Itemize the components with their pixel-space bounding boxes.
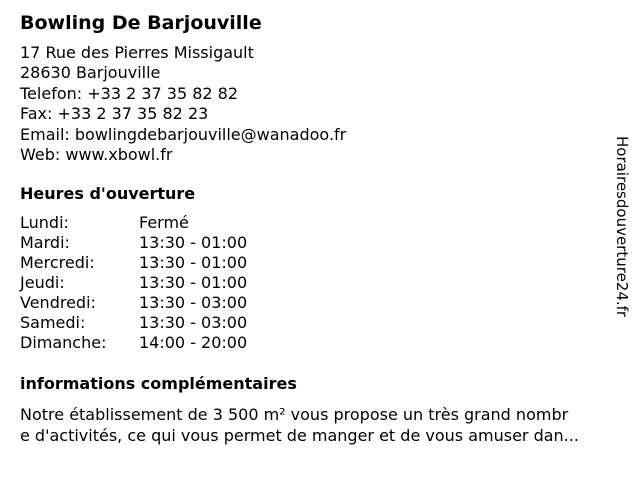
day-label: Samedi: — [20, 313, 86, 332]
day-label: Mercredi: — [20, 253, 95, 272]
contact-block — [20, 43, 600, 165]
hours-row-thursday — [20, 273, 320, 293]
day-label: Jeudi: — [20, 273, 65, 292]
site-watermark: Horairesdouverture24.fr — [613, 136, 631, 318]
day-hours: 13:30 - 03:00 — [139, 293, 248, 312]
hours-row-friday — [20, 293, 320, 313]
description-line-1: Notre établissement de 3 500 m² vous propose un très grand nombr — [20, 405, 569, 424]
day-label: Mardi: — [20, 233, 70, 252]
additional-info-heading: informations complémentaires — [20, 374, 297, 393]
day-hours: 13:30 - 01:00 — [139, 273, 248, 292]
day-label: Lundi: — [20, 213, 69, 232]
hours-row-tuesday — [20, 233, 320, 253]
website: Web: www.xbowl.fr — [20, 145, 173, 165]
address-line-2: 28630 Barjouville — [20, 63, 161, 83]
hours-row-sunday — [20, 333, 320, 353]
business-name: Bowling De Barjouville — [20, 12, 262, 34]
opening-hours-table — [20, 213, 320, 353]
hours-row-saturday — [20, 313, 320, 333]
hours-row-wednesday — [20, 253, 320, 273]
opening-hours-heading: Heures d'ouverture — [20, 184, 196, 203]
description-line-2: e d'activités, ce qui vous permet de manger et de vous amuser dan... — [20, 426, 579, 445]
hours-row-monday — [20, 213, 320, 233]
description-text — [20, 404, 630, 446]
email-address: Email: bowlingdebarjouville@wanadoo.fr — [20, 124, 347, 144]
day-hours: 13:30 - 01:00 — [139, 253, 248, 272]
fax-number: Fax: +33 2 37 35 82 23 — [20, 104, 209, 124]
address-line-1: 17 Rue des Pierres Missigault — [20, 43, 254, 62]
phone-number: Telefon: +33 2 37 35 82 82 — [20, 83, 239, 103]
day-hours: 13:30 - 03:00 — [139, 313, 248, 332]
day-hours: Fermé — [139, 213, 189, 232]
day-hours: 14:00 - 20:00 — [139, 333, 248, 352]
day-hours: 13:30 - 01:00 — [139, 233, 248, 252]
day-label: Vendredi: — [20, 293, 96, 312]
day-label: Dimanche: — [20, 333, 107, 352]
